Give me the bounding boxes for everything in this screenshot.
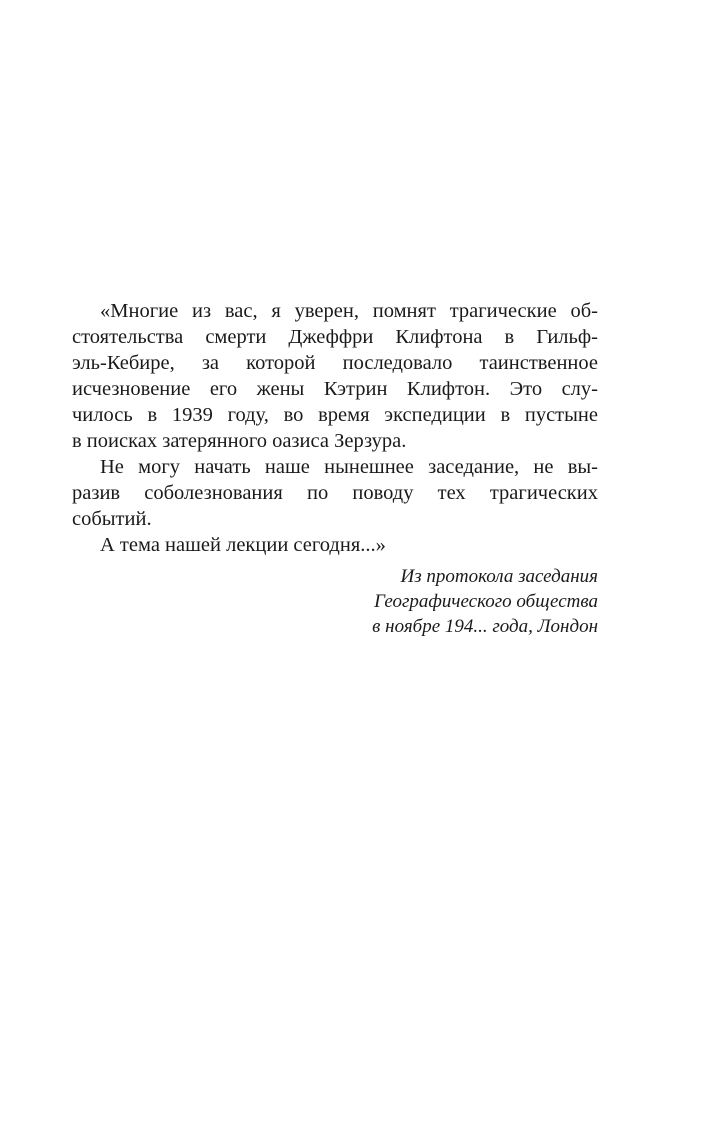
paragraph-line: чилось в 1939 году, во время экспедиции в пустыне <box>72 404 598 426</box>
paragraph-line: в поисках затерянного оазиса Зерзура. <box>72 430 407 452</box>
attribution-line: Из протокола заседания <box>400 566 598 587</box>
attribution-line: Географического общества <box>374 591 598 612</box>
paragraph-line: исчезновение его жены Кэтрин Клифтон. Это слу- <box>72 378 598 400</box>
paragraph-line: Не могу начать наше нынешнее заседание, не вы- <box>100 456 598 478</box>
epigraph-paragraph-3 <box>72 532 598 558</box>
epigraph-paragraph-2 <box>72 454 598 532</box>
paragraph-line: «Многие из вас, я уверен, помнят трагические об- <box>100 300 598 322</box>
epigraph-attribution <box>72 564 598 639</box>
epigraph-paragraph-1 <box>72 298 598 454</box>
paragraph-line: А тема нашей лекции сегодня...» <box>100 534 386 556</box>
epigraph <box>72 298 598 639</box>
attribution-line: в ноябре 194... года, Лондон <box>372 616 598 637</box>
paragraph-line: разив соболезнования по поводу тех трагических <box>72 482 598 504</box>
paragraph-line: событий. <box>72 508 152 530</box>
paragraph-line: стоятельства смерти Джеффри Клифтона в Гильф- <box>72 326 598 348</box>
paragraph-line: эль-Кебире, за которой последовало таинственное <box>72 352 598 374</box>
